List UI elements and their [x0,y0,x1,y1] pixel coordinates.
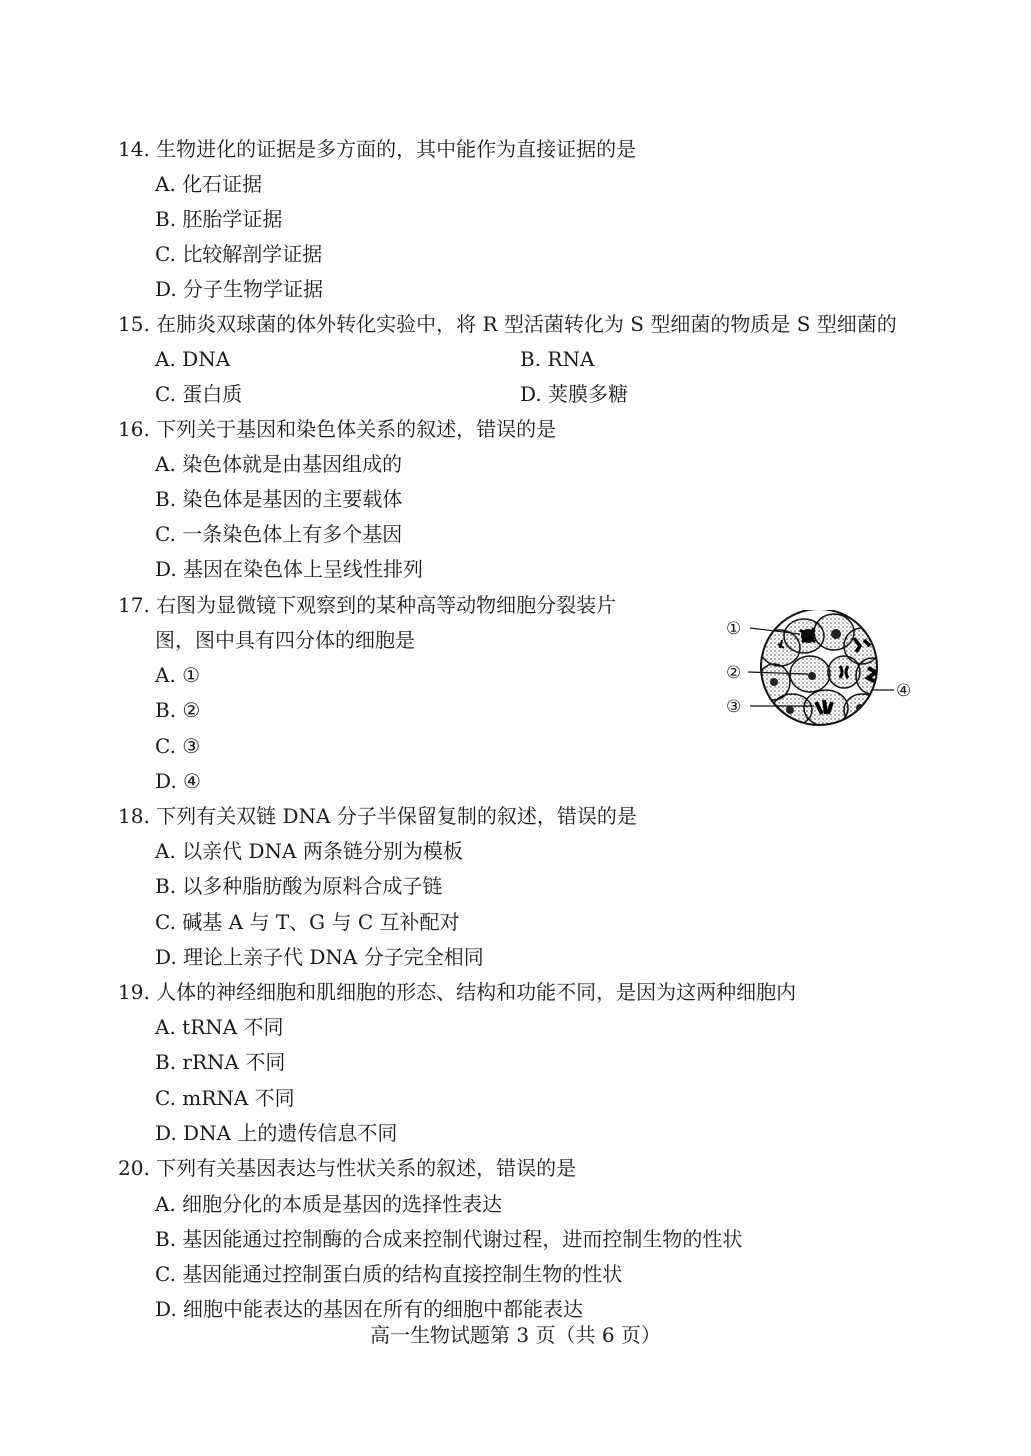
question-16-option-a: A. 染色体就是由基因组成的 [155,452,403,476]
question-15-option-a: A. DNA [155,347,231,371]
question-18-option-a: A. 以亲代 DNA 两条链分别为模板 [155,839,463,863]
figure-label-4: ④ [896,681,912,701]
question-17-option-a: A. ① [155,663,201,687]
question-19-stem: 19. 人体的神经细胞和肌细胞的形态、结构和功能不同，是因为这两种细胞内 [118,980,797,1004]
question-17-option-b: B. ② [155,698,201,722]
question-16-option-d: D. 基因在染色体上呈线性排列 [155,557,424,581]
cell-division-illustration [722,610,922,730]
figure-label-2: ② [726,663,742,683]
question-14-option-c: C. 比较解剖学证据 [155,242,323,266]
question-14-stem: 14. 生物进化的证据是多方面的，其中能作为直接证据的是 [118,137,637,161]
question-14-option-a: A. 化石证据 [155,172,263,196]
question-17-stem-continued: 图，图中具有四分体的细胞是 [155,628,415,652]
question-17-option-c: C. ③ [155,734,201,758]
question-20-option-c: C. 基因能通过控制蛋白质的结构直接控制生物的性状 [155,1262,623,1286]
question-14-option-b: B. 胚胎学证据 [155,207,283,231]
question-20-option-d: D. 细胞中能表达的基因在所有的细胞中都能表达 [155,1297,584,1321]
question-15-stem: 15. 在肺炎双球菌的体外转化实验中，将 R 型活菌转化为 S 型细菌的物质是 S 型细菌的 [118,312,897,336]
question-16-stem: 16. 下列关于基因和染色体关系的叙述，错误的是 [118,417,557,441]
question-19-option-a: A. tRNA 不同 [155,1015,284,1039]
question-19-option-c: C. mRNA 不同 [155,1086,295,1110]
question-18-option-c: C. 碱基 A 与 T、G 与 C 互补配对 [155,910,460,934]
question-15-option-d: D. 荚膜多糖 [520,382,629,406]
question-20-stem: 20. 下列有关基因表达与性状关系的叙述，错误的是 [118,1156,577,1180]
question-14-option-d: D. 分子生物学证据 [155,277,324,301]
question-16-option-c: C. 一条染色体上有多个基因 [155,522,403,546]
figure-label-1: ① [726,619,742,639]
question-19-option-b: B. rRNA 不同 [155,1050,286,1074]
question-18-option-d: D. 理论上亲子代 DNA 分子完全相同 [155,945,484,969]
question-17-option-d: D. ④ [155,769,201,793]
figure-label-3: ③ [726,697,742,717]
question-18-option-b: B. 以多种脂肪酸为原料合成子链 [155,874,443,898]
microscope-figure [722,610,922,730]
question-18-stem: 18. 下列有关双链 DNA 分子半保留复制的叙述，错误的是 [118,804,637,828]
question-15-option-c: C. 蛋白质 [155,382,243,406]
question-17-stem: 17. 右图为显微镜下观察到的某种高等动物细胞分裂装片 [118,593,617,617]
question-16-option-b: B. 染色体是基因的主要载体 [155,487,403,511]
question-19-option-d: D. DNA 上的遗传信息不同 [155,1121,398,1145]
page-footer: 高一生物试题第 3 页（共 6 页） [370,1323,661,1347]
question-15-option-b: B. RNA [520,347,595,371]
question-20-option-a: A. 细胞分化的本质是基因的选择性表达 [155,1192,503,1216]
question-20-option-b: B. 基因能通过控制酶的合成来控制代谢过程，进而控制生物的性状 [155,1227,743,1251]
